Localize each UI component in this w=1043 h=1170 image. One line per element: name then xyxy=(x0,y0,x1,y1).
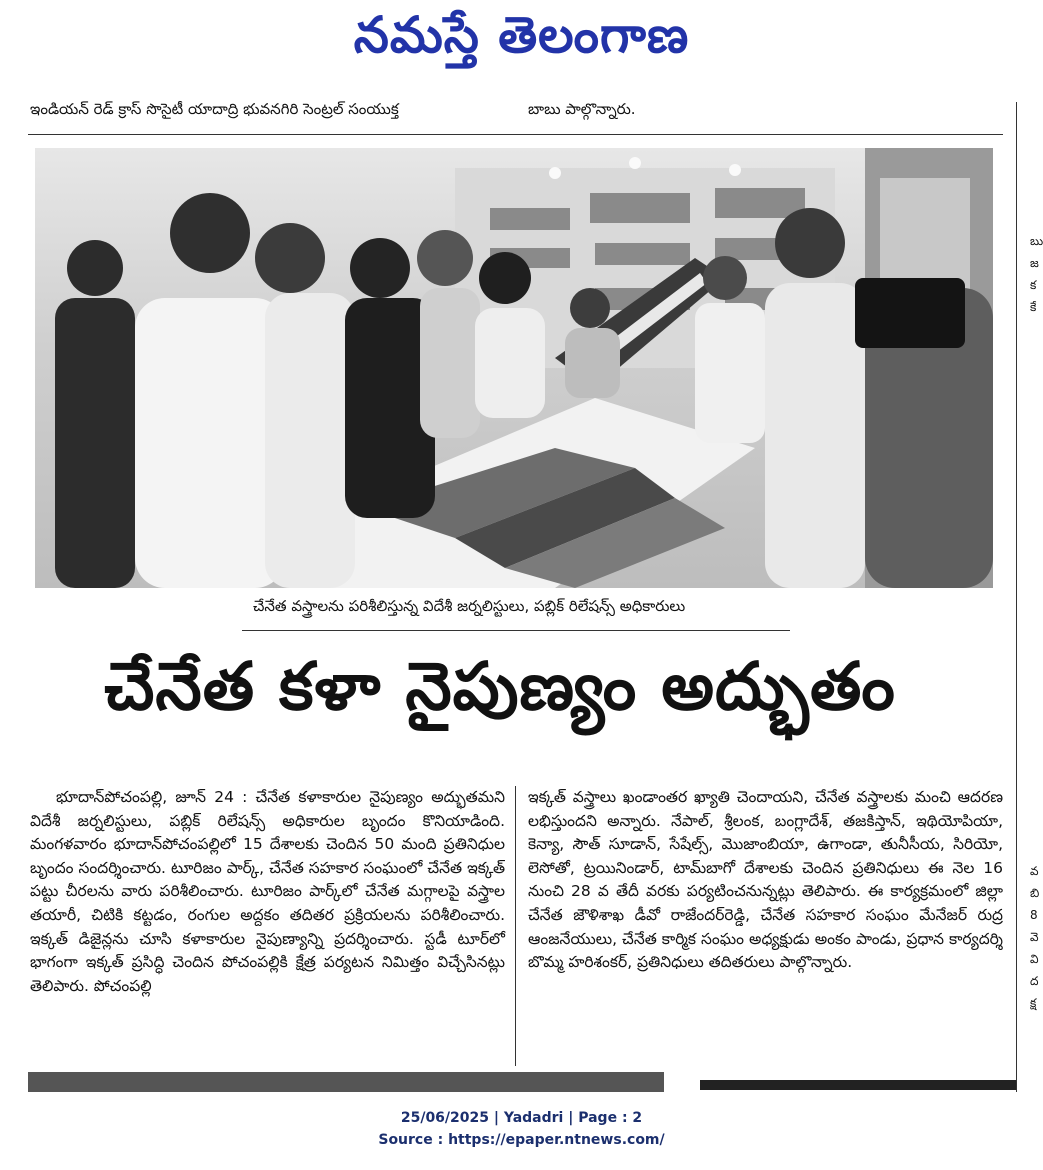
column-divider xyxy=(515,786,516,1066)
photo-scene xyxy=(35,148,993,588)
article-paragraph: భూదాన్‌పోచంపల్లి, జూన్ 24 : చేనేత కళాకారుల నైపుణ్యం అద్భుతమని విదేశీ జర్నలిస్టులు, పబ్లిక్ రిలేషన్స్ అధికారుల బృందం కొనియాడింది. మంగళవారం భూదాన్‌పోచంపల్లిలో 15 దేశాలకు చెందిన 50 మంది ప్రతినిధుల బృందం సందర్శించారు. టూరిజం పార్క్, చేనేత సహకార సంఘంలో చేనేత ఇక్కత్ పట్టు చీరలను వారు పరిశీలించారు. టూరిజం పార్క్‌లో చేనేత మగ్గాలపై వస్త్రాల తయారీ, చిటికి కట్టడం, రంగుల అద్దకం తదితర ప్రక్రియలను పరిశీలించారు. ఇక్కత్ డిజైన్లను చూసి కళాకారుల నైపుణ్యాన్ని ప్రదర్శించారు. స్టడీ టూర్‌లో భాగంగా ఇక్కత్ ప్రసిద్ధి చెందిన పోచంపల్లికి క్షేత్ర పర్యటన నిమిత్తం విచ్చేసినట్లు తెలిపారు. పోచంపల్లి xyxy=(30,788,505,995)
footer-date-edition: 25/06/2025 | Yadadri | Page : 2 xyxy=(400,1110,643,1126)
masthead xyxy=(0,0,1043,78)
next-article-image-strip xyxy=(28,1072,664,1092)
article-paragraph: ఇక్కత్ వస్త్రాలు ఖండాంతర ఖ్యాతి చెందాయని, చేనేత వస్త్రాలకు మంచి ఆదరణ లభిస్తుందని అన్నారు. నేపాల్, శ్రీలంక, బంగ్లాదేశ్, తజకిస్తాన్, ఇథియోపియా, కెన్యా, సౌత్ సూడాన్, సేషేల్స్, మొజాంబియా, ఉగాండా, తునీసీయ, సిరియో, లెసోతో, ట్రయినిండార్, టామ్‌బాగో దేశాలకు చెందిన ప్రతినిధులు ఈ నెల 16 నుంచి 28 వ తేదీ వరకు పర్యటించనున్నట్లు తెలిపారు. ఈ కార్యక్రమంలో జిల్లా చేనేత జౌళిశాఖ డీవో రాజేందర్‌రెడ్డి, చేనేత సహకార సంఘం మేనేజర్ రుద్ర ఆంజనేయులు, చేనేత కార్మిక సంఘం అధ్యక్షుడు అంకం పాండు, ప్రధాన కార్యదర్శి బొమ్మ హరిశంకర్, ప్రతినిధులు తదితరులు పాల్గొన్నారు. xyxy=(528,788,1003,972)
masthead-logo: నమస్తే తెలంగాణ xyxy=(353,6,690,64)
photo-caption: చేనేత వస్త్రాలను పరిశీలిస్తున్న విదేశీ జర్నలిస్టులు, పబ్లిక్ రిలేషన్స్ అధికారులు xyxy=(253,597,686,615)
footer-source-link[interactable]: Source : https://epaper.ntnews.com/ xyxy=(378,1132,665,1148)
previous-article-line-left: ఇండియన్ రెడ్ క్రాస్ సొసైటీ యాదాద్రి భువనగిరి సెంట్రల్ సంయుక్త xyxy=(30,100,399,118)
next-article-headline-strip xyxy=(700,1080,1016,1090)
article-column-2 xyxy=(528,786,1003,975)
article-headline: చేనేత కళా నైపుణ్యం అద్భుతం xyxy=(104,648,896,725)
neighbour-article-clip-bottom: వ బి 8 వె వి ద క్ష xyxy=(1030,864,1040,1010)
article-photo xyxy=(35,148,993,588)
neighbour-article-clip-top: బు జ క కే xyxy=(1030,234,1043,314)
column-divider-right xyxy=(1016,102,1017,1092)
top-divider xyxy=(28,134,1003,135)
article-column-1 xyxy=(30,786,505,998)
previous-article-line-right: బాబు పాల్గొన్నారు. xyxy=(528,100,636,118)
caption-divider xyxy=(242,630,790,631)
